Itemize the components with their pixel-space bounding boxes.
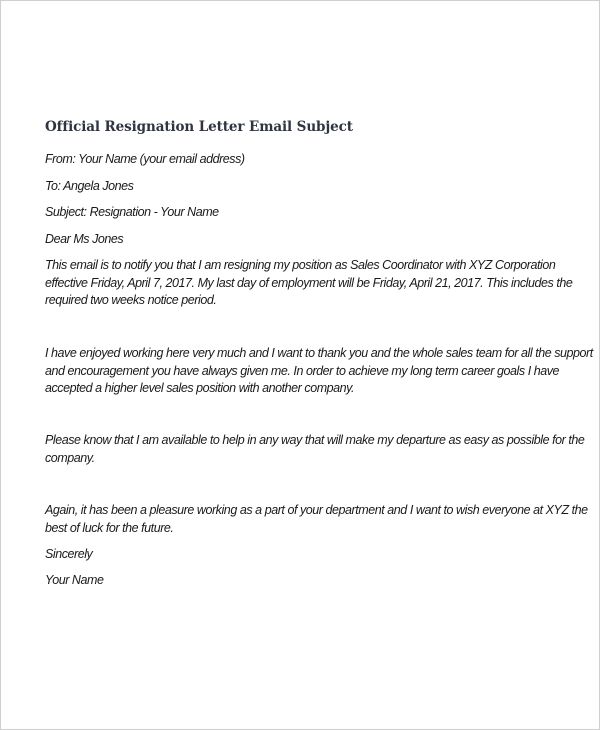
paragraph-line: Again, it has been a pleasure working as a part of your department and I want to wish everyone at XYZ the <box>45 503 588 517</box>
paragraph-line: required two weeks notice period. <box>45 293 217 307</box>
to-line: To: Angela Jones <box>45 179 134 193</box>
paragraph-line: and encouragement you have always given me. In order to achieve my long term career goals I have <box>45 363 560 378</box>
paragraph-line: effective Friday, April 7, 2017. My last day of employment will be Friday, April 21, 2017. This includes the <box>45 275 573 290</box>
paragraph-line: This email is to notify you that I am resigning my position as Sales Coordinator with XYZ Corporation <box>45 258 556 272</box>
subject-line: Subject: Resignation - Your Name <box>45 205 219 219</box>
salutation: Dear Ms Jones <box>45 232 124 246</box>
paragraph-resignation-notice <box>45 257 600 310</box>
document-title: Official Resignation Letter Email Subject <box>45 119 353 135</box>
paragraph-line: company. <box>45 450 95 465</box>
paragraph-line: best of luck for the future. <box>45 520 174 535</box>
paragraph-line: accepted a higher level sales position with another company. <box>45 381 355 395</box>
paragraph-line: Please know that I am available to help in any way that will make my departure as easy as possible for the <box>45 433 585 447</box>
closing: Sincerely <box>45 547 93 561</box>
paragraph-farewell <box>45 502 600 537</box>
from-line: From: Your Name (your email address) <box>45 152 245 166</box>
paragraph-thanks <box>45 345 600 398</box>
signature: Your Name <box>45 573 104 587</box>
paragraph-line: I have enjoyed working here very much and I want to thank you and the whole sales team for all the support <box>45 346 593 360</box>
paragraph-availability <box>45 432 600 467</box>
